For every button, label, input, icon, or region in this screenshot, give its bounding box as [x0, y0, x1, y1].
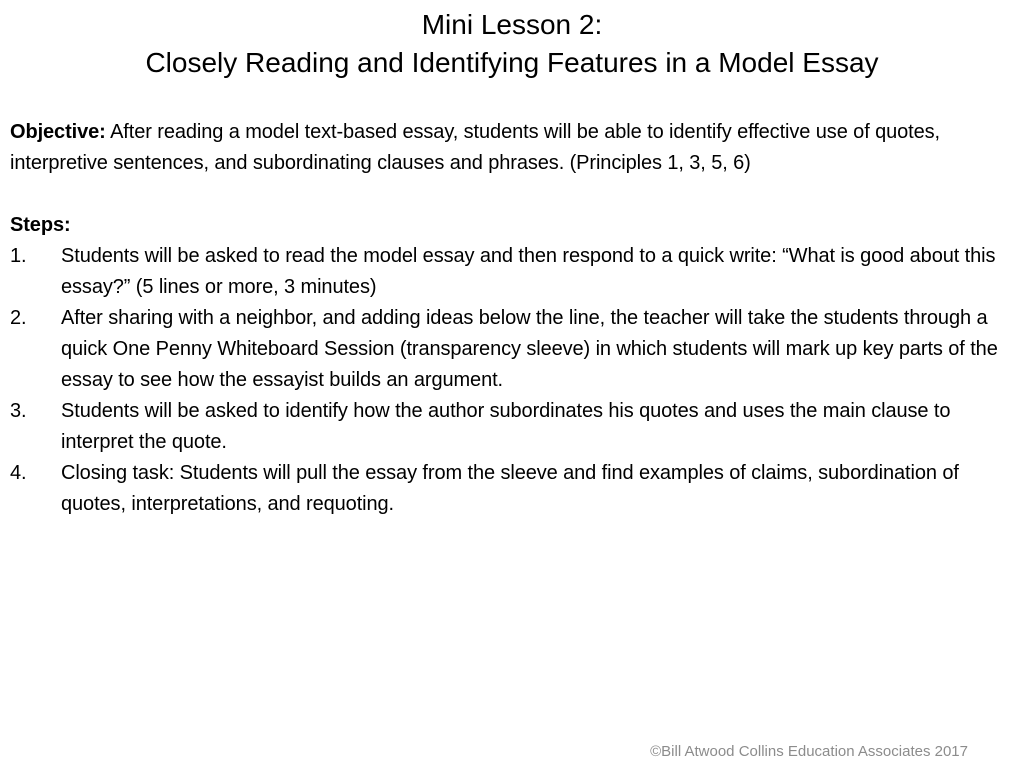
- step-number: 3.: [10, 400, 27, 422]
- step-text: Closing task: Students will pull the essay from the sleeve and find examples of claims, subordination of quotes, interpretations, and requoting.: [61, 462, 959, 515]
- step-item-3: [10, 396, 1018, 458]
- step-number: 4.: [10, 462, 27, 484]
- objective-label: Objective:: [10, 121, 106, 143]
- slide-title: [0, 6, 1024, 82]
- steps-label: Steps:: [10, 214, 71, 236]
- step-item-2: [10, 303, 1018, 396]
- step-number: 1.: [10, 245, 27, 267]
- steps-list: [10, 241, 1018, 520]
- step-number: 2.: [10, 307, 27, 329]
- slide-body: [10, 117, 1018, 520]
- step-item-4: [10, 458, 1018, 520]
- step-text: Students will be asked to identify how the author subordinates his quotes and uses the main clause to interpret the quote.: [61, 400, 951, 453]
- title-line-1: Mini Lesson 2:: [421, 9, 603, 40]
- step-text: Students will be asked to read the model essay and then respond to a quick write: “What is good about this essay?” (5 lines or more, 3 minutes): [61, 245, 996, 298]
- title-line-2: Closely Reading and Identifying Features in a Model Essay: [145, 47, 879, 78]
- objective-text: After reading a model text-based essay, students will be able to identify effective use of quotes, interpretive sentences, and subordinating clauses and phrases. (Principles 1, 3, 5, 6): [10, 121, 941, 174]
- step-item-1: [10, 241, 1018, 303]
- objective-paragraph: [10, 117, 1018, 179]
- step-text: After sharing with a neighbor, and adding ideas below the line, the teacher will take the students through a quick One Penny Whiteboard Session (transparency sleeve) in which students will mark up key parts of the essay to see how the essayist builds an argument.: [61, 307, 998, 391]
- copyright-footer: ©Bill Atwood Collins Education Associates 2017: [650, 743, 968, 760]
